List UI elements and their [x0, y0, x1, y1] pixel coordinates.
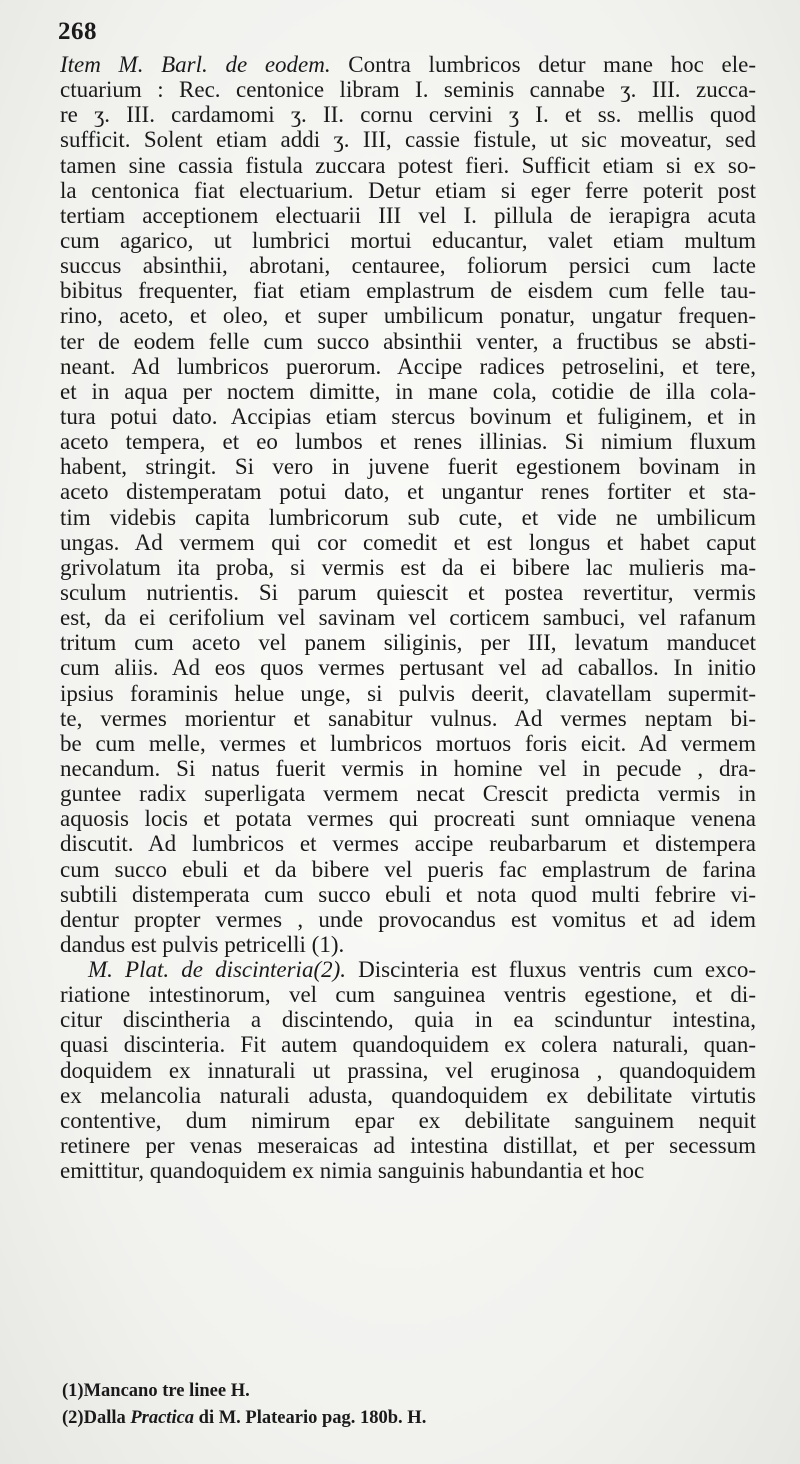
footnote-mark: (1): [62, 1381, 84, 1401]
text-line: [60, 203, 756, 228]
text-line: [60, 907, 756, 932]
line-text: tim videbis capita lumbricorum sub cute, et vide ne umbilicum: [60, 504, 756, 530]
line-text: dentur propter vermes , unde provocandus est vomitus et ad idem: [60, 906, 756, 932]
line-text: necandum. Si natus fuerit vermis in homine vel in pecude , dra-: [60, 755, 756, 781]
text-line: [60, 102, 756, 127]
line-text: re ʒ. III. cardamomi ʒ. II. cornu cervini ʒ I. et ss. mellis quod: [60, 102, 756, 128]
line-text: bibitus frequenter, fiat etiam emplastrum de eisdem cum felle tau-: [60, 278, 756, 304]
line-text: citur discintheria a discintendo, quia in ea scinduntur intestina,: [60, 1007, 756, 1033]
text-line: [60, 303, 756, 328]
text-line: [60, 253, 756, 278]
line-text: guntee radix superligata vermem necat Crescit predicta vermis in: [60, 781, 756, 807]
text-line: [60, 806, 756, 831]
text-line: [60, 681, 756, 706]
text-line: [60, 932, 756, 957]
line-text: aceto distemperatam potui dato, et ungantur renes fortiter et sta-: [60, 479, 756, 505]
line-text: cum succo ebuli et da bibere vel pueris fac emplastrum de farina: [60, 856, 756, 882]
line-text: te, vermes morientur et sanabitur vulnus. Ad vermes neptam bi-: [60, 705, 756, 731]
footnote-mark: (2): [62, 1408, 84, 1428]
line-text: succus absinthii, abrotani, centauree, foliorum persici cum lacte: [60, 253, 756, 279]
italic-heading: Item M. Barl. de eodem.: [60, 52, 331, 77]
text-line: [60, 1058, 756, 1083]
text-line: [60, 982, 756, 1007]
line-text: doquidem ex innaturali ut prassina, vel eruginosa , quandoquidem: [60, 1057, 756, 1083]
line-text: ipsius foraminis helue unge, si pulvis deerit, clavatellam supermit-: [60, 680, 756, 706]
line-text: dandus est pulvis petricelli (1).: [60, 931, 345, 957]
line-text: be cum melle, vermes et lumbricos mortuos foris eicit. Ad vermem: [60, 730, 756, 756]
line-text: emittitur, quandoquidem ex nimia sanguinis habundantia et hoc: [60, 1158, 645, 1184]
line-text: ungas. Ad vermem qui cor comedit et est longus et habet caput: [60, 529, 756, 555]
footnote-text-end: di M. Plateario pag. 180b. H.: [194, 1408, 427, 1428]
body-text: [60, 52, 756, 1183]
text-line: [60, 1083, 756, 1108]
text-line: [60, 957, 756, 982]
line-text: cum aliis. Ad eos quos vermes pertusant vel ad caballos. In initio: [60, 655, 756, 681]
line-text: riatione intestinorum, vel cum sanguinea ventris egestione, et di-: [60, 982, 756, 1008]
text-line: [60, 857, 756, 882]
line-text: aquosis locis et potata vermes qui procreati sunt omniaque venena: [60, 806, 756, 832]
text-line: [60, 354, 756, 379]
line-text: tamen sine cassia fistula zuccara potest fieri. Sufficit etiam si ex so-: [60, 152, 756, 178]
text-line: [60, 756, 756, 781]
text-line: [60, 1108, 756, 1133]
line-text: neant. Ad lumbricos puerorum. Accipe radices petroselini, et tere,: [60, 353, 756, 379]
line-text: habent, stringit. Si vero in juvene fuerit egestionem bovinam in: [60, 454, 756, 480]
text-line: [60, 1007, 756, 1032]
footnote-italic-title: Practica: [130, 1408, 195, 1428]
line-text: sufficit. Solent etiam addi ʒ. III, cassie fistule, ut sic moveatur, sed: [60, 127, 756, 153]
line-text: tura potui dato. Accipias etiam stercus bovinum et fuliginem, et in: [60, 403, 756, 429]
line-text: rino, aceto, et oleo, et super umbilicum ponatur, ungatur frequen-: [60, 303, 756, 329]
page-number: 268: [58, 18, 97, 45]
text-line: [60, 278, 756, 303]
line-text: Discinteria est fluxus ventris cum exco-: [346, 957, 756, 983]
text-line: [60, 831, 756, 856]
line-text: cum agarico, ut lumbrici mortui educantur, valet etiam multum: [60, 227, 756, 253]
line-text: ctuarium : Rec. centonice libram I. seminis cannabe ʒ. III. zucca-: [60, 77, 756, 103]
text-line: [60, 479, 756, 504]
text-line: [60, 882, 756, 907]
footnote-1: [62, 1378, 752, 1405]
footnotes: [62, 1378, 752, 1432]
text-line: [60, 655, 756, 680]
line-text: discutit. Ad lumbricos et vermes accipe reubarbarum et distempera: [60, 831, 756, 857]
line-text: sculum nutrientis. Si parum quiescit et postea revertitur, vermis: [60, 579, 756, 605]
text-line: [60, 1032, 756, 1057]
text-line: [60, 555, 756, 580]
footnote-2: [62, 1405, 752, 1432]
text-line: [60, 630, 756, 655]
text-line: [60, 429, 756, 454]
text-line: [60, 505, 756, 530]
text-line: [60, 52, 756, 77]
text-line: [60, 530, 756, 555]
text-line: [60, 781, 756, 806]
line-text: ter de eodem felle cum succo absinthii venter, a fructibus se absti-: [60, 328, 756, 354]
line-text: grivolatum ita proba, si vermis est da ei bibere lac mulieris ma-: [60, 554, 756, 580]
text-line: [60, 404, 756, 429]
line-text: est, da ei cerifolium vel savinam vel corticem sambuci, vel rafanum: [60, 605, 756, 631]
line-text: subtili distemperata cum succo ebuli et nota quod multi febrire vi-: [60, 881, 756, 907]
line-text: Contra lumbricos detur mane hoc ele-: [330, 52, 756, 77]
line-text: tritum cum aceto vel panem siliginis, per III, levatum manducet: [60, 630, 756, 656]
line-text: aceto tempera, et eo lumbos et renes illinias. Si nimium fluxum: [60, 429, 756, 455]
line-text: et in aqua per noctem dimitte, in mane cola, cotidie de illa cola-: [60, 378, 756, 404]
text-line: [60, 178, 756, 203]
text-line: [60, 605, 756, 630]
line-text: contentive, dum nimirum epar ex debilitate sanguinem nequit: [60, 1107, 756, 1133]
line-text: la centonica fiat electuarium. Detur etiam si eger ferre poterit post: [60, 177, 756, 203]
line-text: tertiam acceptionem electuarii III vel I. pillula de ierapigra acuta: [60, 202, 756, 228]
italic-heading: M. Plat. de discinteria(2).: [88, 957, 347, 983]
text-line: [60, 731, 756, 756]
text-line: [60, 228, 756, 253]
line-text: ex melancolia naturali adusta, quandoquidem ex debilitate virtutis: [60, 1082, 756, 1108]
text-line: [60, 580, 756, 605]
text-line: [60, 1133, 756, 1158]
line-text: quasi discinteria. Fit autem quandoquidem ex colera naturali, quan-: [60, 1032, 756, 1058]
text-line: [60, 329, 756, 354]
text-line: [60, 127, 756, 152]
text-line: [60, 706, 756, 731]
text-line: [60, 379, 756, 404]
text-line: [60, 77, 756, 102]
footnote-text: Dalla: [83, 1408, 131, 1428]
text-line: [60, 1158, 756, 1183]
line-text: retinere per venas meseraicas ad intestina distillat, et per secessum: [60, 1133, 756, 1159]
text-line: [60, 454, 756, 479]
text-line: [60, 153, 756, 178]
footnote-text: Mancano tre linee H.: [83, 1381, 250, 1401]
